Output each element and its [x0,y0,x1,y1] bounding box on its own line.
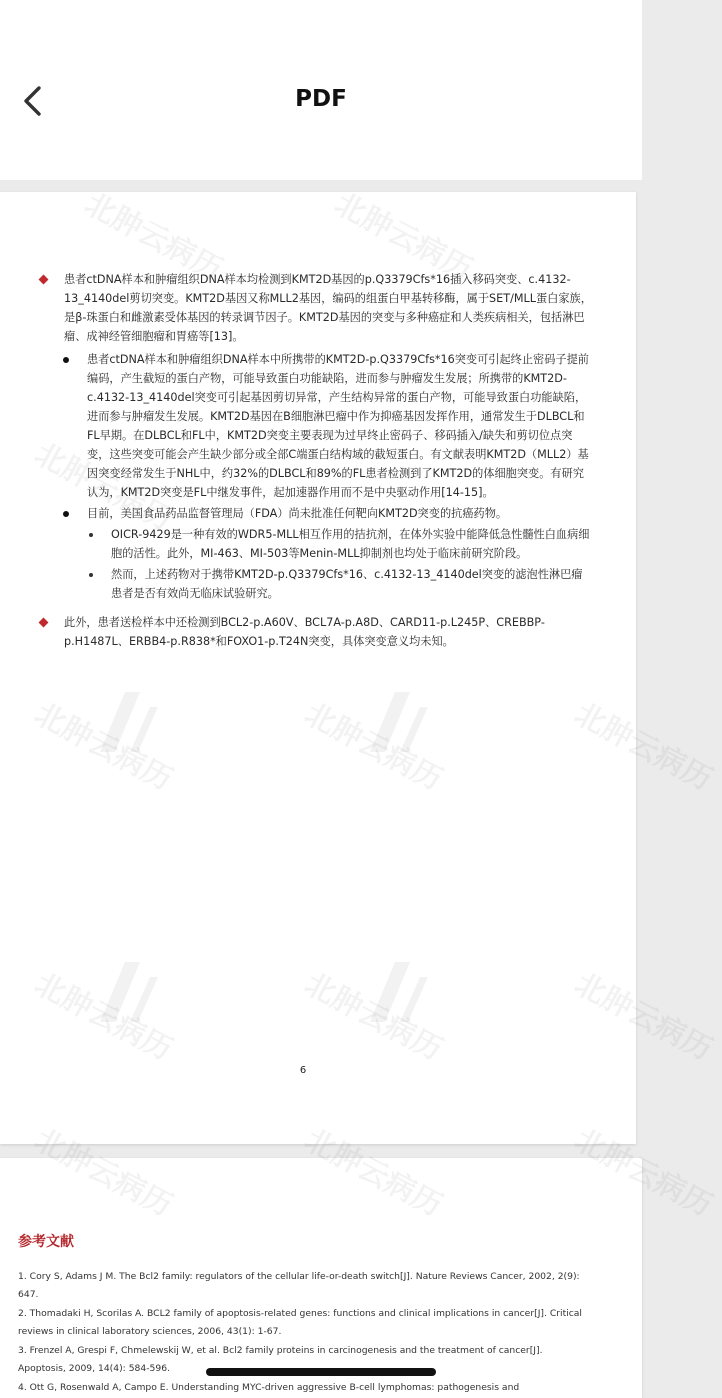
list-item [40,270,592,346]
reference-item: 2. Thomadaki H, Scorilas A. BCL2 family of apoptosis-related genes: functions and clinical implications in cancer[J]. Critical reviews in clinical laboratory sciences, 2006, 43(1): 1-67. [18,1308,582,1337]
paragraph-text: 然而，上述药物对于携带KMT2D-p.Q3379Cfs*16、c.4132-13_4140del突变的滤泡性淋巴瘤患者是否有效尚无临床试验研究。 [111,568,583,600]
list-item [40,525,592,563]
reference-item: 1. Cory S, Adams J M. The Bcl2 family: regulators of the cellular life-or-death switch[J]. Nature Reviews Cancer, 2002, 2(9): 647. [18,1271,580,1300]
small-dot-bullet-icon [89,533,93,537]
references-title: 参考文献 [18,1234,74,1250]
page-title: PDF [295,86,347,112]
dot-bullet-icon [63,511,69,517]
paragraph-text: 此外，患者送检样本中还检测到BCL2-p.A60V、BCL7A-p.A8D、CARD11-p.L245P、CREBBP-p.H1487L、ERBB4-p.R838*和FOXO1-p.T24N突变，具体突变意义均未知。 [64,616,545,648]
diamond-bullet-icon [39,275,49,285]
watermark-text: 北肿云病历 [568,1122,718,1224]
paragraph-text: 患者ctDNA样本和肿瘤组织DNA样本中所携带的KMT2D-p.Q3379Cfs*16突变可引起终止密码子提前编码，产生截短的蛋白产物，可能导致蛋白功能缺陷，进而参与肿瘤发生发展；所携带的KMT2D-c.4132-13_4140del突变可引起基因剪切异常，产生结构异常的蛋白产物，可能导致蛋白功能缺陷，进而参与肿瘤发生发展。KMT2D基因在B细胞淋巴瘤中作为抑癌基因发挥作用，通常发生于DLBCL和FL早期。在DLBCL和FL中，KMT2D突变主要表现为过早终止密码子、移码插入/缺失和剪切位点突变，这些突变可能会产生缺少部分或全部C端蛋白结构域的截短蛋白。有文献表明KMT2D（MLL2）基因突变经常发生于NHL中，约32%的DLBCL和89%的FL患者检测到了KMT2D的体细胞突变。有研究认为，KMT2D突变是FL中继发事件，起加速器作用而不是中央驱动作用[14-15]。 [87,353,589,499]
watermark-text: 北肿云病历 [298,1122,448,1224]
watermark-text: 北肿云病历 [28,1122,178,1224]
paragraph-text: 目前，美国食品药品监督管理局（FDA）尚未批准任何靶向KMT2D突变的抗癌药物。 [87,507,508,520]
watermark-logo-icon [360,682,430,762]
watermark-text: 北肿云病历 [28,696,178,798]
page-number: 6 [299,1065,307,1076]
dot-bullet-icon [63,357,69,363]
reference-item: 4. Ott G, Rosenwald A, Campo E. Understanding MYC-driven aggressive B-cell lymphomas: pathogenesis and [18,1382,520,1393]
watermark-text: 北肿云病历 [328,186,478,288]
watermark-logo-icon [90,682,160,762]
watermark-text: 北肿云病历 [28,966,178,1068]
paragraph-text: OICR-9429是一种有效的WDR5-MLL相互作用的拮抗剂，在体外实验中能降低急性髓性白血病细胞的活性。此外，MI-463、MI-503等Menin-MLL抑制剂也均处于临床前研究阶段。 [111,528,590,560]
watermark-text: 北肿云病历 [568,966,718,1068]
page-content [40,270,592,655]
list-item [40,565,592,603]
app-header [0,0,642,180]
list-item [40,350,592,502]
watermark-logo-icon [90,952,160,1032]
diamond-bullet-icon [39,618,49,628]
watermark-text: 北肿云病历 [298,696,448,798]
watermark-text: 北肿云病历 [298,966,448,1068]
list-item [40,613,592,651]
pdf-page-7[interactable] [0,1122,718,1398]
reference-item: 3. Frenzel A, Grespi F, Chmelewskij W, et al. Bcl2 family proteins in carcinogenesis and the treatment of cancer[J]. Apoptosis, 2009, 14(4): 584-596. [18,1345,543,1374]
home-indicator[interactable] [206,1368,436,1376]
watermark-text: 北肿云病历 [78,186,228,288]
small-dot-bullet-icon [89,573,93,577]
watermark-text: 北肿云病历 [28,436,178,538]
pdf-page-6[interactable] [0,186,718,1144]
list-item [40,504,592,523]
watermark-text: 北肿云病历 [568,696,718,798]
paragraph-text: 患者ctDNA样本和肿瘤组织DNA样本均检测到KMT2D基因的p.Q3379Cfs*16插入移码突变、c.4132-13_4140del剪切突变。KMT2D基因又称MLL2基因，编码的组蛋白甲基转移酶，属于SET/MLL蛋白家族，是β-珠蛋白和雌激素受体基因的转录调节因子。KMT2D基因的突变与多种癌症和人类疾病相关，包括淋巴瘤、成神经管细胞瘤和胃癌等[13]。 [64,273,592,343]
watermark-logo-icon [360,952,430,1032]
references-list [18,1268,590,1398]
